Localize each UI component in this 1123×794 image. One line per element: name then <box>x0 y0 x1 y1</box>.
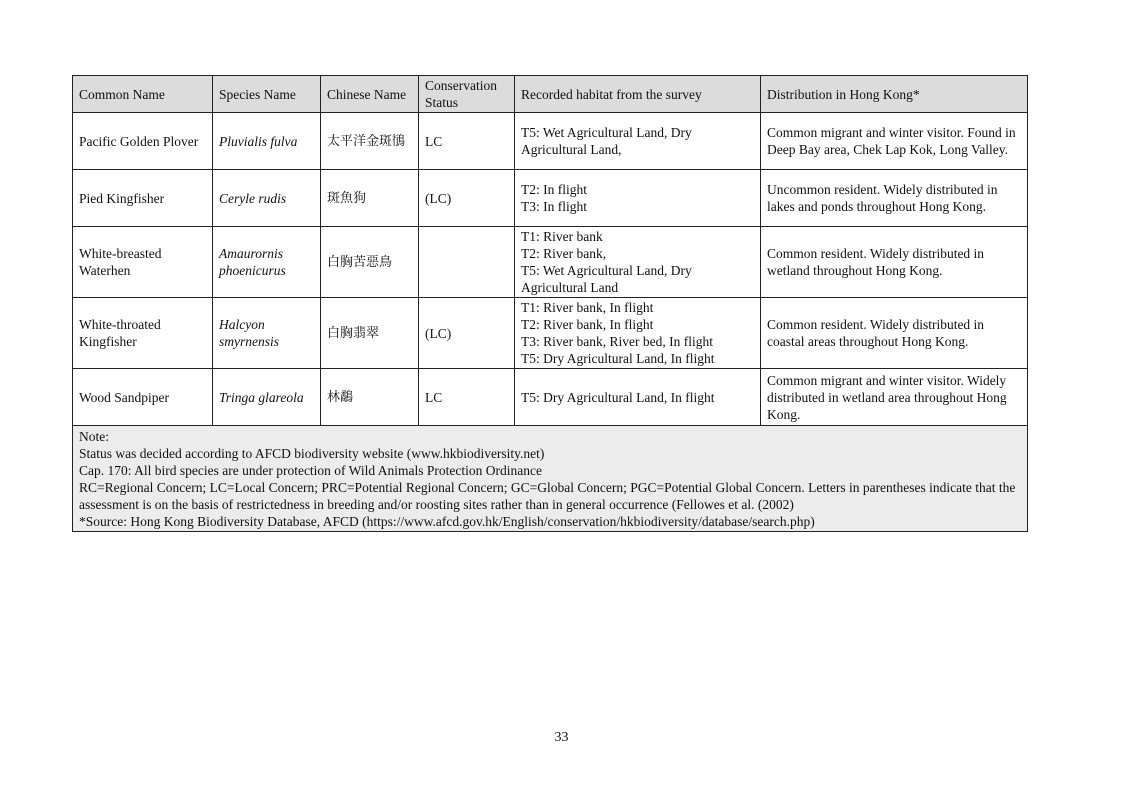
table-row <box>73 227 1028 298</box>
cell-chinese-name: 白胸苦惡鳥 <box>321 227 419 298</box>
cell-chinese-name: 斑魚狗 <box>321 170 419 227</box>
habitat-line: T5: Wet Agricultural Land, Dry Agricultural Land <box>521 263 692 295</box>
habitat-line: T2: River bank, In flight <box>521 317 654 332</box>
header-chinese-name: Chinese Name <box>321 76 419 113</box>
notes-cell <box>73 426 1028 532</box>
cell-status <box>419 227 515 298</box>
cell-species-name: Tringa glareola <box>213 369 321 426</box>
cell-common-name: White-throated Kingfisher <box>73 298 213 369</box>
habitat-line: T2: In flight <box>521 182 587 197</box>
note-line: Cap. 170: All bird species are under protection of Wild Animals Protection Ordinance <box>79 463 542 478</box>
habitat-line: T1: River bank <box>521 229 603 244</box>
note-line: Status was decided according to AFCD biodiversity website (www.hkbiodiversity.net) <box>79 446 545 461</box>
cell-common-name: Wood Sandpiper <box>73 369 213 426</box>
habitat-line: T1: River bank, In flight <box>521 300 654 315</box>
notes-row <box>73 426 1028 532</box>
cell-status: (LC) <box>419 170 515 227</box>
cell-status: LC <box>419 369 515 426</box>
header-row <box>73 76 1028 113</box>
page-number: 33 <box>554 730 569 745</box>
cell-distribution: Common migrant and winter visitor. Widely distributed in wetland area throughout Hong Kong. <box>761 369 1028 426</box>
cell-habitat <box>515 113 761 170</box>
table-row <box>73 298 1028 369</box>
cell-species-name: Amaurornis phoenicurus <box>213 227 321 298</box>
cell-common-name: Pacific Golden Plover <box>73 113 213 170</box>
cell-distribution: Common resident. Widely distributed in coastal areas throughout Hong Kong. <box>761 298 1028 369</box>
cell-species-name: Ceryle rudis <box>213 170 321 227</box>
habitat-line: T2: River bank, <box>521 246 607 261</box>
cell-habitat <box>515 227 761 298</box>
cell-chinese-name: 白胸翡翠 <box>321 298 419 369</box>
cell-species-name: Halcyon smyrnensis <box>213 298 321 369</box>
habitat-line: T5: Dry Agricultural Land, In flight <box>521 351 715 366</box>
table-row <box>73 113 1028 170</box>
habitat-line: T3: River bank, River bed, In flight <box>521 334 713 349</box>
header-distribution: Distribution in Hong Kong* <box>761 76 1028 113</box>
cell-habitat <box>515 369 761 426</box>
cell-status: LC <box>419 113 515 170</box>
species-table <box>72 75 1028 532</box>
table-row <box>73 369 1028 426</box>
header-species-name: Species Name <box>213 76 321 113</box>
cell-habitat <box>515 170 761 227</box>
note-line: RC=Regional Concern; LC=Local Concern; PRC=Potential Regional Concern; GC=Global Concern; PGC=Potential Global Concern. Letters in parentheses indicate that the assessment is on the basis of restrictedness in breeding and/or roosting sites rather than in general occurrence (Fellowes et al. (2002) <box>79 480 1016 512</box>
cell-species-name: Pluvialis fulva <box>213 113 321 170</box>
header-conservation-status: Conservation Status <box>419 76 515 113</box>
header-common-name: Common Name <box>73 76 213 113</box>
habitat-line: T5: Dry Agricultural Land, In flight <box>521 389 715 405</box>
cell-distribution: Uncommon resident. Widely distributed in lakes and ponds throughout Hong Kong. <box>761 170 1028 227</box>
cell-chinese-name: 林鷸 <box>321 369 419 426</box>
cell-habitat <box>515 298 761 369</box>
cell-distribution: Common resident. Widely distributed in wetland throughout Hong Kong. <box>761 227 1028 298</box>
habitat-line: T5: Wet Agricultural Land, Dry Agricultural Land, <box>521 125 692 157</box>
cell-common-name: Pied Kingfisher <box>73 170 213 227</box>
habitat-line: T3: In flight <box>521 199 587 214</box>
cell-common-name: White-breasted Waterhen <box>73 227 213 298</box>
note-source: *Source: Hong Kong Biodiversity Database, AFCD (https://www.afcd.gov.hk/English/conservation/hkbiodiversity/database/search.php) <box>79 514 815 529</box>
cell-chinese-name: 太平洋金斑鴴 <box>321 113 419 170</box>
cell-status: (LC) <box>419 298 515 369</box>
table-row <box>73 170 1028 227</box>
cell-distribution: Common migrant and winter visitor. Found in Deep Bay area, Chek Lap Kok, Long Valley. <box>761 113 1028 170</box>
note-heading: Note: <box>79 429 109 444</box>
header-recorded-habitat: Recorded habitat from the survey <box>515 76 761 113</box>
